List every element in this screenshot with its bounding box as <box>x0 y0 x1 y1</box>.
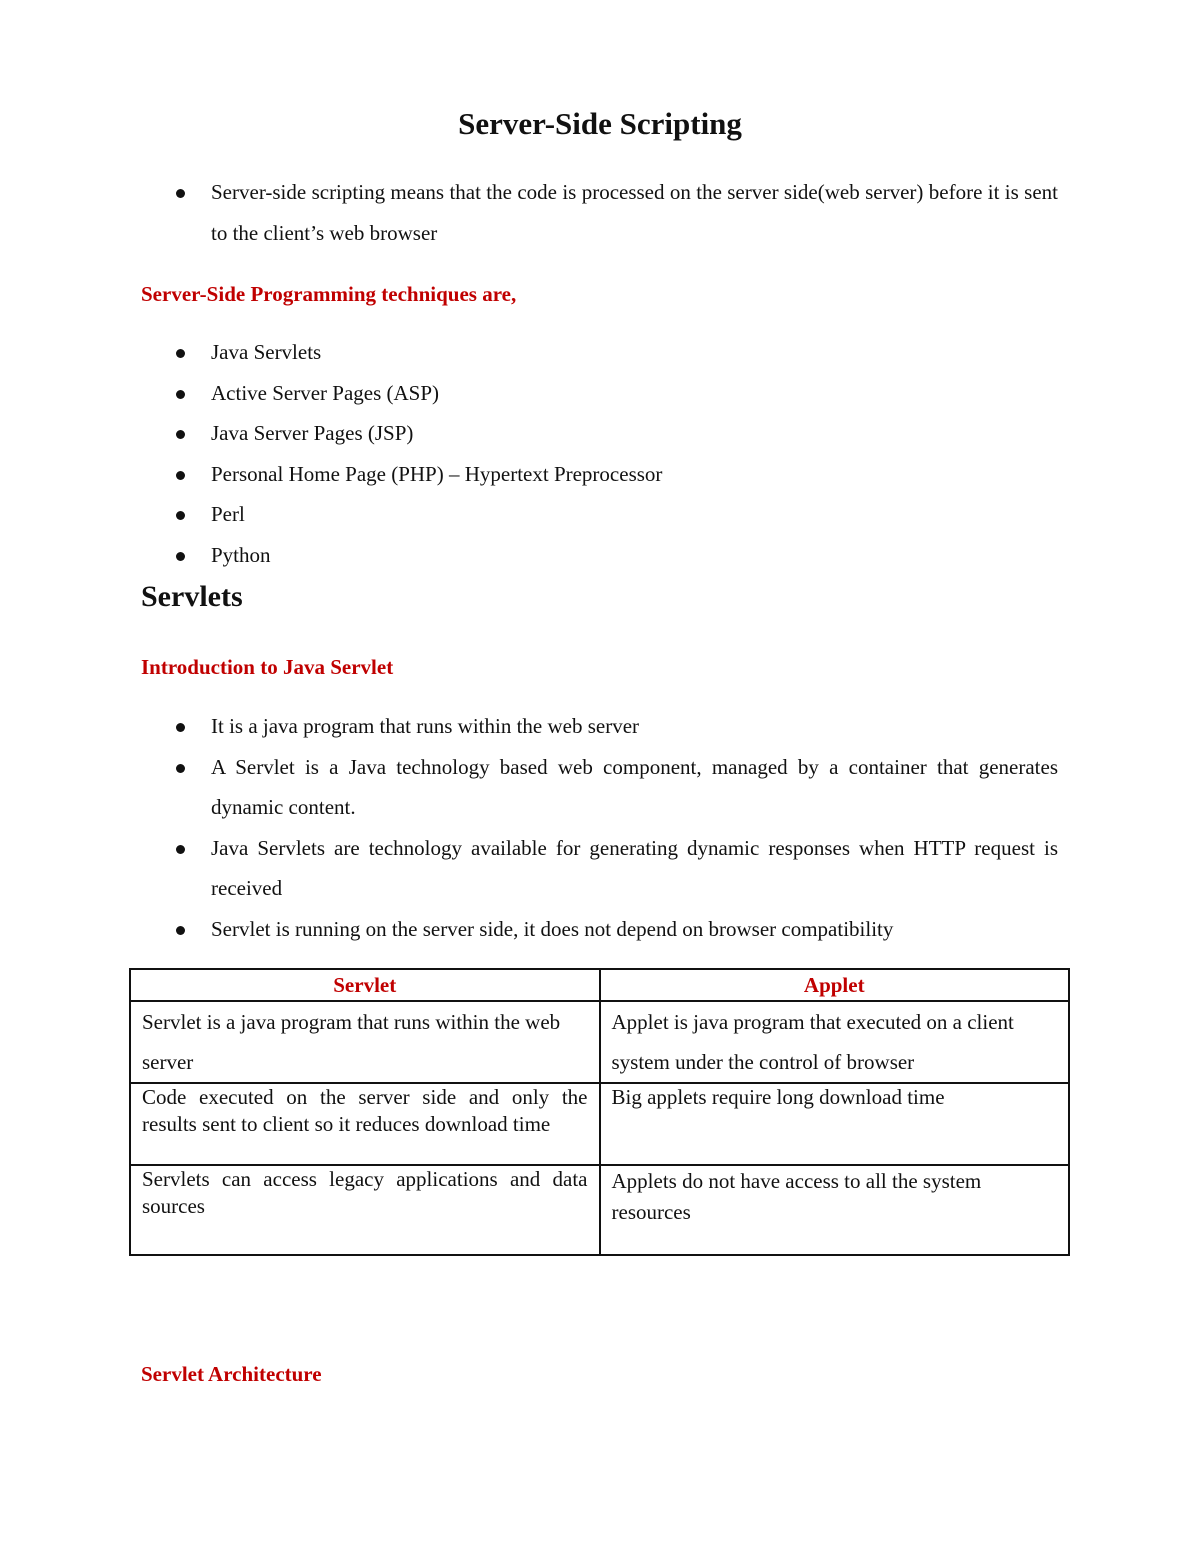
page-title: Server-Side Scripting <box>458 106 742 141</box>
table-cell: Code executed on the server side and only the results sent to client so it reduces download time <box>130 1083 600 1165</box>
list-item: Java Server Pages (JSP) <box>141 413 1058 454</box>
intro-bullet-list <box>141 172 1058 253</box>
list-item: Python <box>141 535 1058 576</box>
list-item: Active Server Pages (ASP) <box>141 373 1058 414</box>
intro-java-servlet-heading: Introduction to Java Servlet <box>141 655 394 679</box>
techniques-heading: Server-Side Programming techniques are, <box>141 282 517 306</box>
servlets-heading: Servlets <box>141 580 243 613</box>
list-item: Server-side scripting means that the code is processed on the server side(web server) before it is sent to the client’s web browser <box>141 172 1058 253</box>
servlet-intro-list <box>141 706 1058 949</box>
list-item: Java Servlets are technology available for generating dynamic responses when HTTP request is received <box>141 828 1058 909</box>
table-cell: Servlet is a java program that runs within the web server <box>130 1001 600 1083</box>
list-item: Java Servlets <box>141 332 1058 373</box>
list-item: It is a java program that runs within the web server <box>141 706 1058 747</box>
servlet-architecture-heading: Servlet Architecture <box>141 1362 322 1386</box>
table-header-row <box>130 969 1069 1001</box>
table-cell: Applet is java program that executed on a client system under the control of browser <box>600 1001 1070 1083</box>
table-cell: Big applets require long download time <box>600 1083 1070 1165</box>
servlet-applet-comparison-table <box>129 968 1070 1256</box>
table-row <box>130 1083 1069 1165</box>
list-item: Servlet is running on the server side, it does not depend on browser compatibility <box>141 909 1058 950</box>
list-item: Perl <box>141 494 1058 535</box>
table-row <box>130 1001 1069 1083</box>
table-cell: Servlets can access legacy applications and data sources <box>130 1165 600 1255</box>
column-header-servlet: Servlet <box>130 969 600 1001</box>
table-row <box>130 1165 1069 1255</box>
list-item: A Servlet is a Java technology based web component, managed by a container that generates dynamic content. <box>141 747 1058 828</box>
techniques-list <box>141 332 1058 575</box>
list-item: Personal Home Page (PHP) – Hypertext Preprocessor <box>141 454 1058 495</box>
column-header-applet: Applet <box>600 969 1070 1001</box>
table-cell: Applets do not have access to all the system resources <box>600 1165 1070 1255</box>
